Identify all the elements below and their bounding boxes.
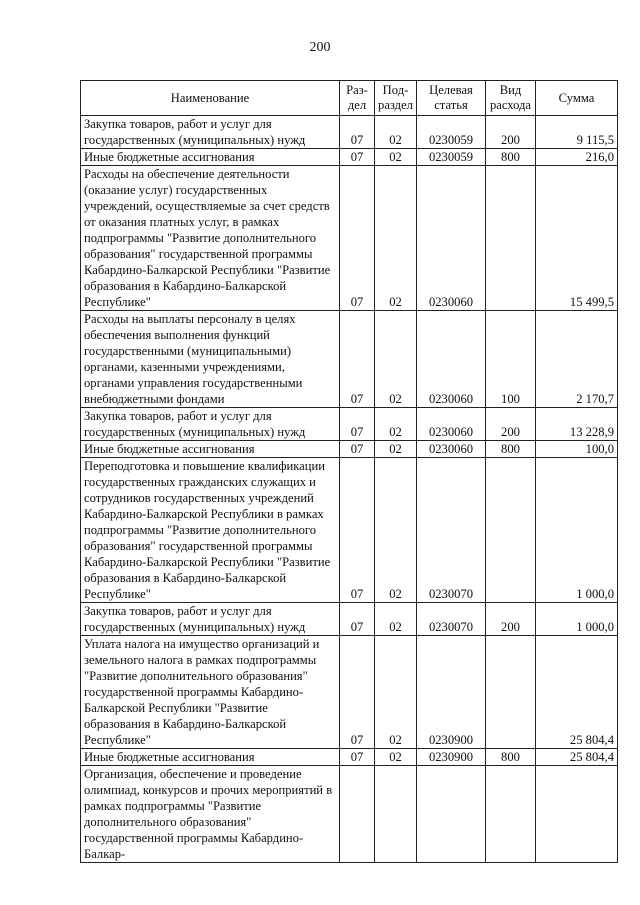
row-target: [417, 766, 486, 863]
row-kind: 200: [486, 408, 536, 441]
row-podrazdel: 02: [375, 603, 417, 636]
row-name: Расходы на выплаты персоналу в целях обеспечения выполнения функций государственными (муниципальными) органами, казенными учреждениями, органами управления государственными внебюджетными фондами: [81, 311, 340, 408]
row-podrazdel: [375, 766, 417, 863]
header-razdel: Раз-дел: [340, 81, 375, 116]
header-kind: Вид расхода: [486, 81, 536, 116]
row-sum: 100,0: [536, 441, 618, 458]
row-kind: [486, 166, 536, 311]
table-row: [81, 458, 618, 603]
row-sum: 9 115,5: [536, 116, 618, 149]
table-row: [81, 636, 618, 749]
row-target: 0230059: [417, 149, 486, 166]
row-podrazdel: 02: [375, 166, 417, 311]
row-sum: 216,0: [536, 149, 618, 166]
row-podrazdel: 02: [375, 636, 417, 749]
row-razdel: 07: [340, 311, 375, 408]
header-sum: Сумма: [536, 81, 618, 116]
row-target: 0230060: [417, 311, 486, 408]
row-razdel: 07: [340, 636, 375, 749]
row-name: Организация, обеспечение и проведение олимпиад, конкурсов и прочих мероприятий в рамках подпрограммы "Развитие дополнительного образования" государственной программы Кабардино-Балкар-: [81, 766, 340, 863]
row-sum: 15 499,5: [536, 166, 618, 311]
row-razdel: 07: [340, 458, 375, 603]
table-row: [81, 311, 618, 408]
row-podrazdel: 02: [375, 458, 417, 603]
row-name: Переподготовка и повышение квалификации государственных гражданских служащих и сотрудников государственных учреждений Кабардино-Балкарской Республики в рамках подпрограммы "Развитие дополнительного образования" государственной программы Кабардино-Балкарской Республики "Развитие образования в Кабардино-Балкарской Республике": [81, 458, 340, 603]
row-razdel: 07: [340, 116, 375, 149]
row-sum: [536, 766, 618, 863]
row-sum: 2 170,7: [536, 311, 618, 408]
row-target: 0230059: [417, 116, 486, 149]
row-sum: 25 804,4: [536, 636, 618, 749]
budget-table: [80, 80, 618, 863]
row-podrazdel: 02: [375, 408, 417, 441]
table-row: [81, 441, 618, 458]
row-target: 0230060: [417, 441, 486, 458]
row-podrazdel: 02: [375, 311, 417, 408]
row-kind: 800: [486, 441, 536, 458]
row-name: Иные бюджетные ассигнования: [81, 749, 340, 766]
row-name: Иные бюджетные ассигнования: [81, 149, 340, 166]
row-target: 0230060: [417, 166, 486, 311]
row-podrazdel: 02: [375, 149, 417, 166]
table-row: [81, 766, 618, 863]
row-podrazdel: 02: [375, 116, 417, 149]
row-razdel: 07: [340, 166, 375, 311]
header-target: Целевая статья: [417, 81, 486, 116]
row-razdel: 07: [340, 149, 375, 166]
row-sum: 13 228,9: [536, 408, 618, 441]
table-row: [81, 166, 618, 311]
row-target: 0230900: [417, 749, 486, 766]
row-kind: 200: [486, 603, 536, 636]
page-number: 200: [309, 40, 331, 55]
row-target: 0230070: [417, 458, 486, 603]
row-sum: 1 000,0: [536, 603, 618, 636]
row-podrazdel: 02: [375, 441, 417, 458]
row-name: Уплата налога на имущество организаций и земельного налога в рамках подпрограммы "Развитие дополнительного образования" государственной программы Кабардино-Балкарской Республики "Развитие образования в Кабардино-Балкарской Республике": [81, 636, 340, 749]
row-name: Закупка товаров, работ и услуг для государственных (муниципальных) нужд: [81, 408, 340, 441]
row-kind: 200: [486, 116, 536, 149]
row-razdel: 07: [340, 441, 375, 458]
row-kind: [486, 458, 536, 603]
table-header-row: [81, 81, 618, 116]
table-row: [81, 149, 618, 166]
header-name: Наименование: [81, 81, 340, 116]
table-row: [81, 749, 618, 766]
row-kind: 800: [486, 749, 536, 766]
row-kind: 100: [486, 311, 536, 408]
header-podrazdel: Под-раздел: [375, 81, 417, 116]
row-kind: 800: [486, 149, 536, 166]
row-kind: [486, 766, 536, 863]
row-name: Закупка товаров, работ и услуг для государственных (муниципальных) нужд: [81, 116, 340, 149]
table-row: [81, 116, 618, 149]
row-target: 0230070: [417, 603, 486, 636]
row-razdel: 07: [340, 408, 375, 441]
row-target: 0230900: [417, 636, 486, 749]
row-podrazdel: 02: [375, 749, 417, 766]
row-razdel: 07: [340, 603, 375, 636]
row-name: Иные бюджетные ассигнования: [81, 441, 340, 458]
row-razdel: [340, 766, 375, 863]
row-name: Закупка товаров, работ и услуг для государственных (муниципальных) нужд: [81, 603, 340, 636]
row-razdel: 07: [340, 749, 375, 766]
row-target: 0230060: [417, 408, 486, 441]
table-row: [81, 603, 618, 636]
row-sum: 1 000,0: [536, 458, 618, 603]
row-kind: [486, 636, 536, 749]
row-name: Расходы на обеспечение деятельности (оказание услуг) государственных учреждений, осуществляемые за счет средств от оказания платных услуг, в рамках подпрограммы "Развитие дополнительного образования" государственной программы Кабардино-Балкарской Республики "Развитие образования в Кабардино-Балкарской Республике": [81, 166, 340, 311]
row-sum: 25 804,4: [536, 749, 618, 766]
table-row: [81, 408, 618, 441]
